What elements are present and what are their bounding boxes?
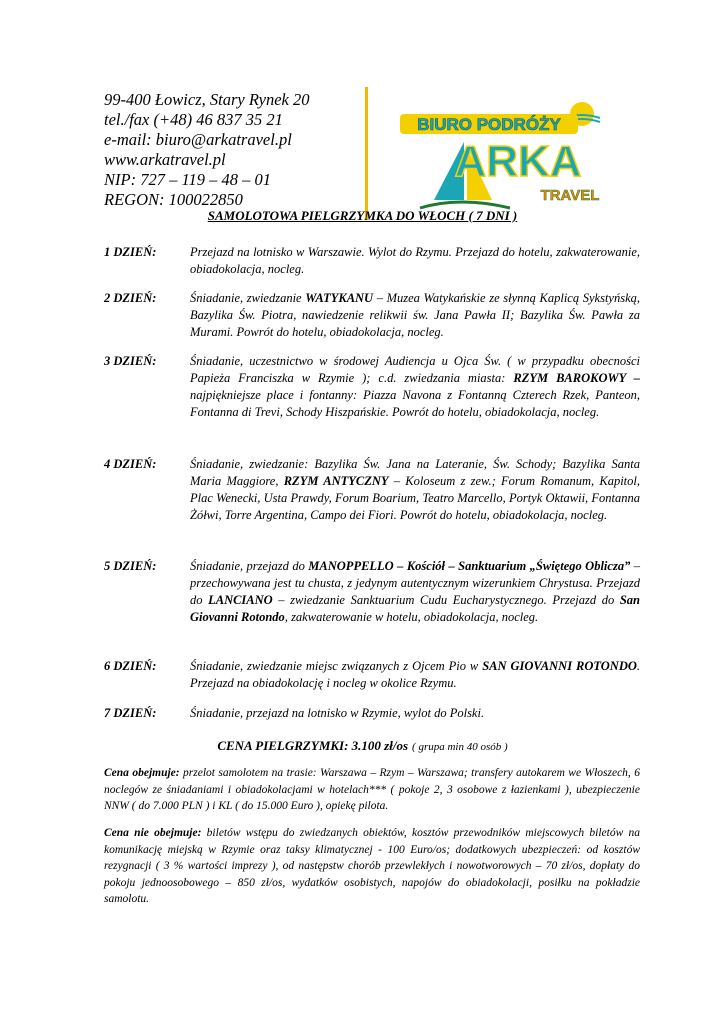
day-7 [104, 705, 640, 722]
nip: NIP: 727 – 119 – 48 – 01 [104, 170, 271, 189]
header-divider [365, 87, 368, 220]
day-2 [104, 290, 640, 341]
email: e-mail: biuro@arkatravel.pl [104, 130, 292, 149]
day-5 [104, 558, 640, 626]
telfax: tel./fax (+48) 46 837 35 21 [104, 110, 283, 129]
day-text-segment: Przejazd na lotnisko w Warszawie. Wylot do Rzymu. Przejazd do hotelu, zakwaterowanie, obiadokolacja, nocleg. [190, 245, 640, 276]
day-text [190, 456, 640, 524]
includes-label: Cena obejmuje: [104, 767, 180, 779]
price-note: ( grupa min 40 osób ) [412, 741, 508, 753]
day-label: 4 DZIEŃ: [104, 457, 157, 471]
day-text [190, 558, 640, 626]
day-text-segment: – Muzea Watykańskie ze słynną Kaplicą Sykstyńską, Bazylika Św. Piotra, nawiedzenie relikwii św. Jana Pawła II; Bazylika Św. Pawła za Murami. Powrót do hotelu, obiadokolacja, nocleg. [190, 291, 640, 339]
day-text [190, 705, 640, 722]
day-text-segment: – Koloseum z zew.; Forum Romanum, Kapitol, Plac Wenecki, Usta Prawdy, Forum Boarium, Teatro Marcello, Portyk Oktawii, Fontanna Żółwi, Torre Argentina, Campo dei Fiori. Powrót do hotelu, obiadokolacja, nocleg. [190, 474, 640, 522]
day-text-segment: – zwiedzanie Sanktuarium Cudu Eucharystycznego. Przejazd do [272, 593, 620, 607]
day-text [190, 244, 640, 278]
contact-block [104, 90, 309, 210]
day-text-bold: SAN GIOVANNI ROTONDO [482, 659, 637, 673]
day-text [190, 658, 640, 692]
day-label: 2 DZIEŃ: [104, 291, 157, 305]
day-text-bold: RZYM BAROKOWY – [513, 371, 640, 385]
day-text-segment: . Przejazd na obiadokolację i nocleg w okolice Rzymu. [190, 659, 640, 690]
day-text-bold: RZYM ANTYCZNY [283, 474, 389, 488]
includes-text: przelot samolotem na trasie: Warszawa – Rzym – Warszawa; transfery autokarem we Włoszech, 6 noclegów ze śniadaniami i obiadokolacjami w hotelach*** ( pokoje 2, 3 osobowe z łazienkami ), ubezpieczenie NNW ( do 7.000 PLN ) i KL ( do 15.000 Euro ), opiekę pilota. [104, 767, 640, 812]
day-label: 7 DZIEŃ: [104, 706, 157, 720]
excludes-label: Cena nie obejmuje: [104, 827, 202, 839]
regon: REGON: 100022850 [104, 190, 243, 209]
day-6 [104, 658, 640, 692]
day-1 [104, 244, 640, 278]
day-label: 6 DZIEŃ: [104, 659, 157, 673]
day-text-segment: Śniadanie, przejazd na lotnisko w Rzymie, wylot do Polski. [190, 706, 485, 720]
day-text-segment: najpiękniejsze place i fontanny: Piazza Navona z Fontanną Czterech Rzek, Panteon, Fontanna di Trevi, Schody Hiszpańskie. Powrót do hotelu, obiadokolacja, nocleg. [190, 388, 640, 419]
day-text-segment: – przechowywana jest tu chusta, z jedynym autentycznym wizerunkiem Chrystusa. Przejazd do [190, 559, 641, 607]
website: www.arkatravel.pl [104, 150, 226, 169]
logo-text-line2: ARKA [454, 137, 582, 186]
day-3 [104, 353, 640, 421]
logo-text-line1: BIURO PODRÓŻY [417, 115, 561, 134]
day-text-segment: Śniadanie, zwiedzanie miejsc związanych z Ojcem Pio w [190, 659, 483, 673]
price-line [0, 737, 725, 755]
day-label: 5 DZIEŃ: [104, 559, 157, 573]
logo-text-line3: TRAVEL [540, 187, 600, 204]
day-label: 1 DZIEŃ: [104, 245, 157, 259]
excludes-text: biletów wstępu do zwiedzanych obiektów, kosztów przewodników miejscowych biletów na komunikację miejską w Rzymie oraz taksy klimatycznej - 100 Euro/os; dodatkowych ubezpieczeń: od kosztów rezygnacji ( 3 % wartości imprezy ), od następstw chorób przewlekłych i nowotworowych – 70 zł/os, dopłaty do pokoju jednoosobowego – 850 zł/os, wydatków osobistych, napojów do obiadokolacji, posiłku na pokładzie samolotu. [104, 827, 640, 905]
address: 99-400 Łowicz, Stary Rynek 20 [104, 90, 310, 109]
day-text-bold: WATYKANU [305, 291, 374, 305]
day-text-bold: LANCIANO [208, 593, 273, 607]
day-text-bold: San Giovanni Rotondo [190, 593, 640, 624]
day-4 [104, 456, 640, 524]
day-text [190, 290, 640, 341]
price-includes [104, 765, 640, 815]
day-text-segment: Śniadanie, zwiedzanie: Bazylika Św. Jana na Lateranie, Św. Schody; Bazylika Santa Maria Maggiore, [190, 457, 640, 488]
price-excludes [104, 825, 640, 908]
day-text-segment: Śniadanie, uczestnictwo w środowej Audiencja u Ojca Św. ( w przypadku obecności Papieża Franciszka w Rzymie ); c.d. zwiedzania miasta: [190, 354, 640, 385]
day-text [190, 353, 640, 421]
day-label: 3 DZIEŃ: [104, 354, 157, 368]
day-text-segment: , zakwaterowanie w hotelu, obiadokolacja, nocleg. [284, 610, 539, 624]
price-main: CENA PIELGRZYMKI: 3.100 zł/os [217, 738, 409, 753]
arka-travel-logo [400, 100, 605, 218]
trip-title: SAMOLOTOWA PIELGRZYMKA DO WŁOCH ( 7 DNI ) [207, 208, 518, 223]
day-text-segment: Śniadanie, zwiedzanie [190, 291, 306, 305]
day-text-segment: Śniadanie, przejazd do [190, 559, 309, 573]
day-text-bold: MANOPPELLO – Kościół – Sanktuarium „Świętego Oblicza” [308, 559, 631, 573]
